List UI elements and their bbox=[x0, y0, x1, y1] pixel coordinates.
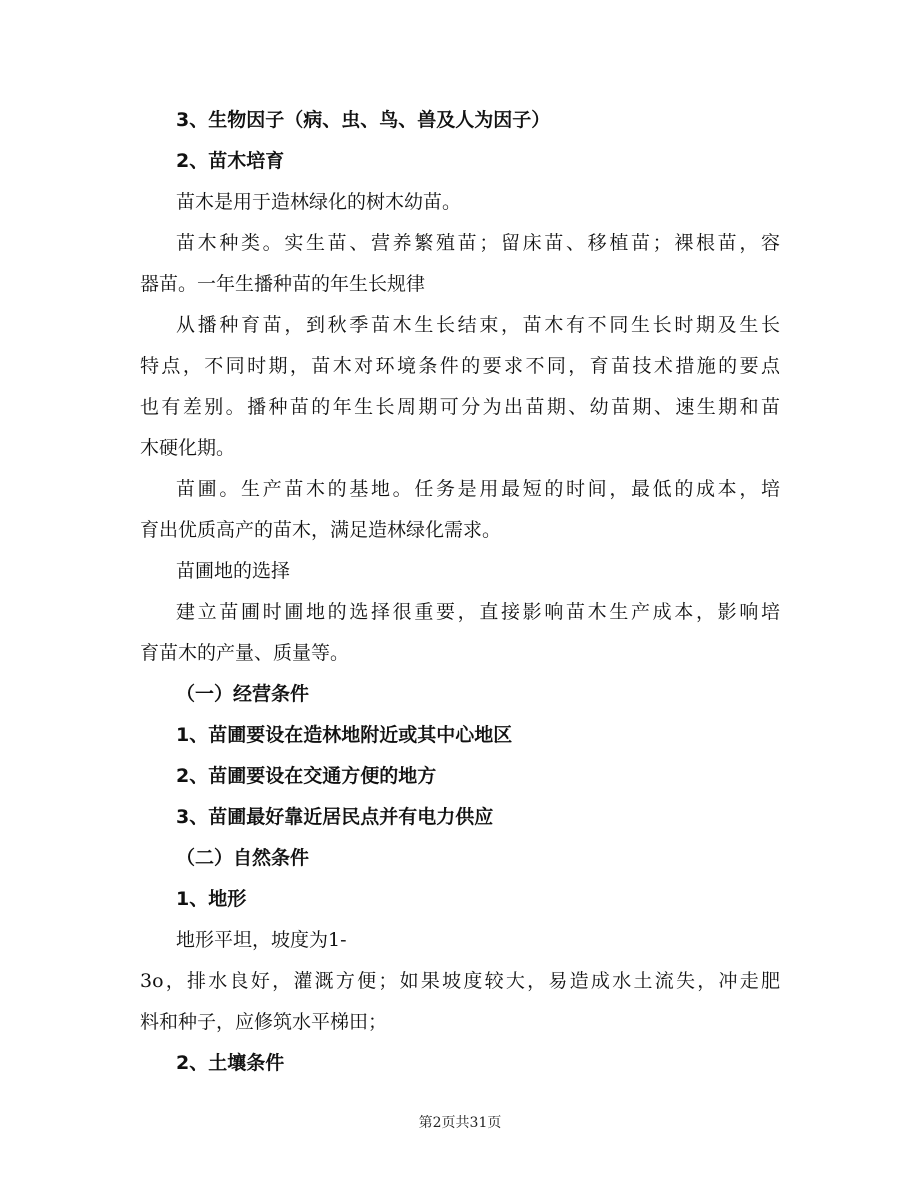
paragraph-line: 苗圃。生产苗木的基地。任务是用最短的时间，最低的成本，培 bbox=[176, 478, 780, 500]
list-item: 1、苗圃要设在造林地附近或其中心地区 bbox=[176, 724, 513, 746]
heading-management-conditions: （一）经营条件 bbox=[176, 683, 310, 705]
list-item: 2、苗圃要设在交通方便的地方 bbox=[176, 765, 437, 787]
paragraph-line: 从播种育苗，到秋季苗木生长结束，苗木有不同生长时期及生长 bbox=[176, 314, 780, 336]
list-item: 3、苗圃最好靠近居民点并有电力供应 bbox=[176, 806, 494, 828]
subheading-soil-conditions: 2、土壤条件 bbox=[176, 1052, 285, 1074]
section-heading-seedling-cultivation: 2、苗木培育 bbox=[176, 150, 285, 172]
heading-natural-conditions: （二）自然条件 bbox=[176, 847, 310, 869]
page-number: 第2页共31页 bbox=[418, 1115, 502, 1131]
paragraph-line: 也有差别。播种苗的年生长周期可分为出苗期、幼苗期、速生期和苗 bbox=[140, 396, 780, 418]
paragraph-line: 特点，不同时期，苗木对环境条件的要求不同，育苗技术措施的要点 bbox=[140, 355, 780, 377]
paragraph-line: 育出优质高产的苗木，满足造林绿化需求。 bbox=[140, 519, 502, 541]
list-item-biological-factors: 3、生物因子（病、虫、鸟、兽及人为因子） bbox=[176, 109, 551, 131]
paragraph-line: 3o，排水良好，灌溉方便；如果坡度较大，易造成水土流失，冲走肥 bbox=[140, 970, 780, 992]
document-body bbox=[140, 100, 780, 1084]
paragraph-line: 料和种子，应修筑水平梯田； bbox=[140, 1011, 388, 1033]
paragraph-line: 木硬化期。 bbox=[140, 437, 236, 459]
paragraph-line: 育苗木的产量、质量等。 bbox=[140, 642, 350, 664]
paragraph-line: 器苗。一年生播种苗的年生长规律 bbox=[140, 273, 426, 295]
paragraph-line: 地形平坦，坡度为1- bbox=[176, 929, 347, 951]
paragraph-line: 苗木种类。实生苗、营养繁殖苗；留床苗、移植苗；裸根苗，容 bbox=[176, 232, 780, 254]
subheading-terrain: 1、地形 bbox=[176, 888, 247, 910]
paragraph-line: 建立苗圃时圃地的选择很重要，直接影响苗木生产成本，影响培 bbox=[176, 601, 780, 623]
subheading-nursery-site: 苗圃地的选择 bbox=[176, 560, 291, 582]
paragraph-line: 苗木是用于造林绿化的树木幼苗。 bbox=[176, 191, 462, 213]
